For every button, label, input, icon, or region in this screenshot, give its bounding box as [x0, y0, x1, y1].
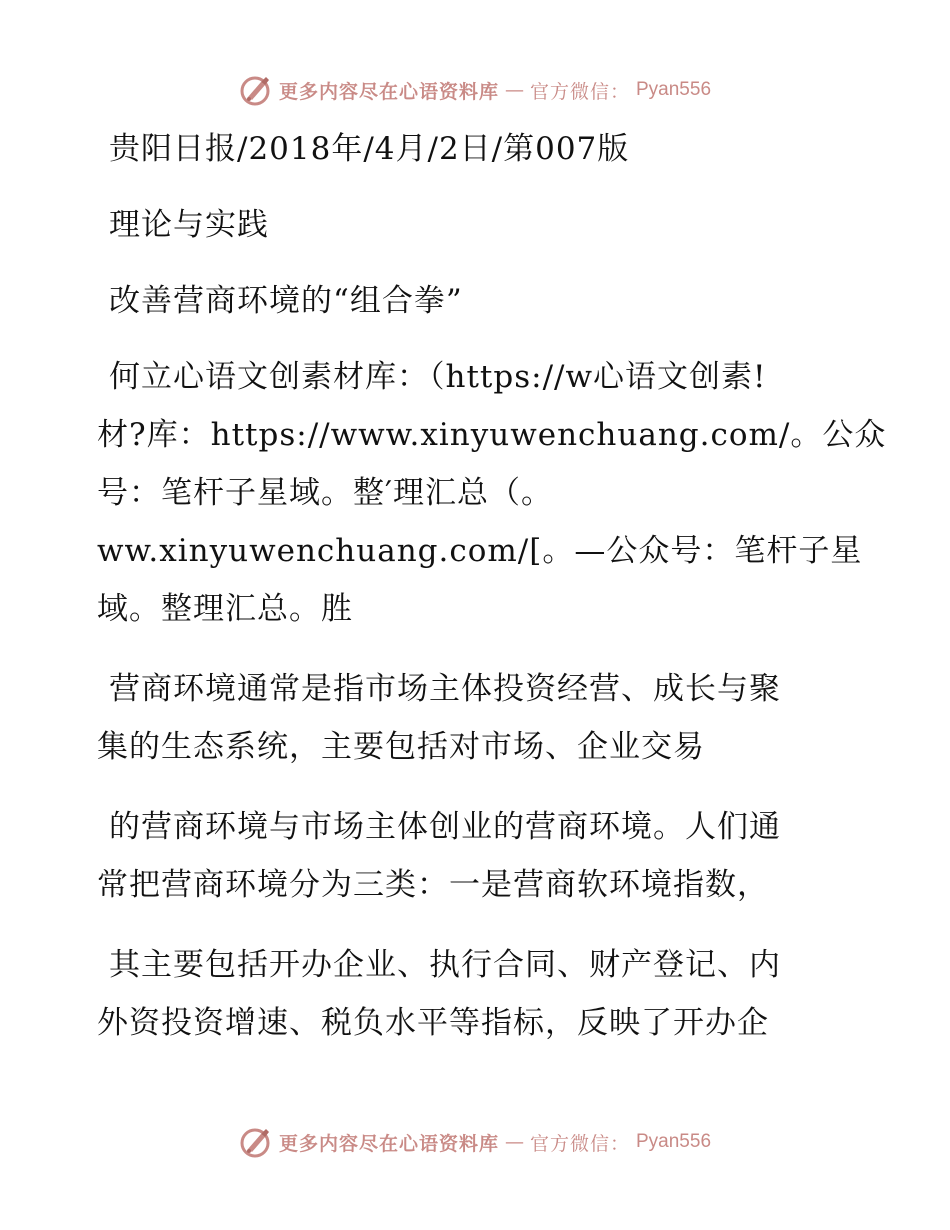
paragraph-line: 集的生态系统，主要包括对市场、企业交易	[97, 729, 705, 765]
paragraph-line: 营商环境通常是指市场主体投资经营、成长与聚	[109, 671, 781, 707]
source-line: 贵阳日报/2018年/4月/2日/第007版	[109, 131, 630, 167]
watermark-banner-top	[0, 70, 950, 110]
watermark-wechat-id: Pyan556	[636, 1131, 712, 1152]
watermark-wechat-label: 官方微信：	[529, 1132, 630, 1155]
paragraph-line: 的营商环境与市场主体创业的营商环境。人们通	[109, 809, 781, 845]
brush-pen-logo-icon	[239, 73, 273, 107]
watermark-wechat-id: Pyan556	[636, 79, 712, 100]
watermark-wechat-label: 官方微信：	[529, 80, 630, 103]
watermark-brand-text: 更多内容尽在心语资料库	[278, 1132, 499, 1155]
author-line: 域。整理汇总。胜	[97, 591, 353, 627]
paragraph	[97, 798, 857, 914]
paragraph	[97, 660, 857, 776]
paragraph-line: 常把营商环境分为三类：一是营商软环境指数，	[97, 867, 769, 903]
brush-pen-logo-icon	[239, 1125, 273, 1159]
watermark-banner-bottom	[0, 1122, 950, 1162]
headline: 改善营商环境的“组合拳”	[109, 283, 463, 319]
section-title: 理论与实践	[109, 207, 269, 243]
document-body	[97, 120, 887, 1052]
watermark-separator: —	[504, 1131, 524, 1153]
paragraph	[97, 936, 857, 1052]
author-line: ww.xinyuwenchuang.com/[。—公众号：笔杆子星	[97, 533, 863, 569]
author-block	[97, 348, 887, 638]
paragraph-line: 外资投资增速、税负水平等指标，反映了开办企	[97, 1005, 769, 1041]
watermark-brand-text: 更多内容尽在心语资料库	[278, 80, 499, 103]
author-line: 号：笔杆子星域。整′理汇总（。	[97, 475, 554, 511]
author-line: 何立心语文创素材库：（https://w心语文创素!	[109, 359, 767, 395]
paragraph-line: 其主要包括开办企业、执行合同、财产登记、内	[109, 947, 781, 983]
watermark-separator: —	[504, 79, 524, 101]
author-line: 材?库：https://www.xinyuwenchuang.com/。公众	[97, 417, 887, 453]
